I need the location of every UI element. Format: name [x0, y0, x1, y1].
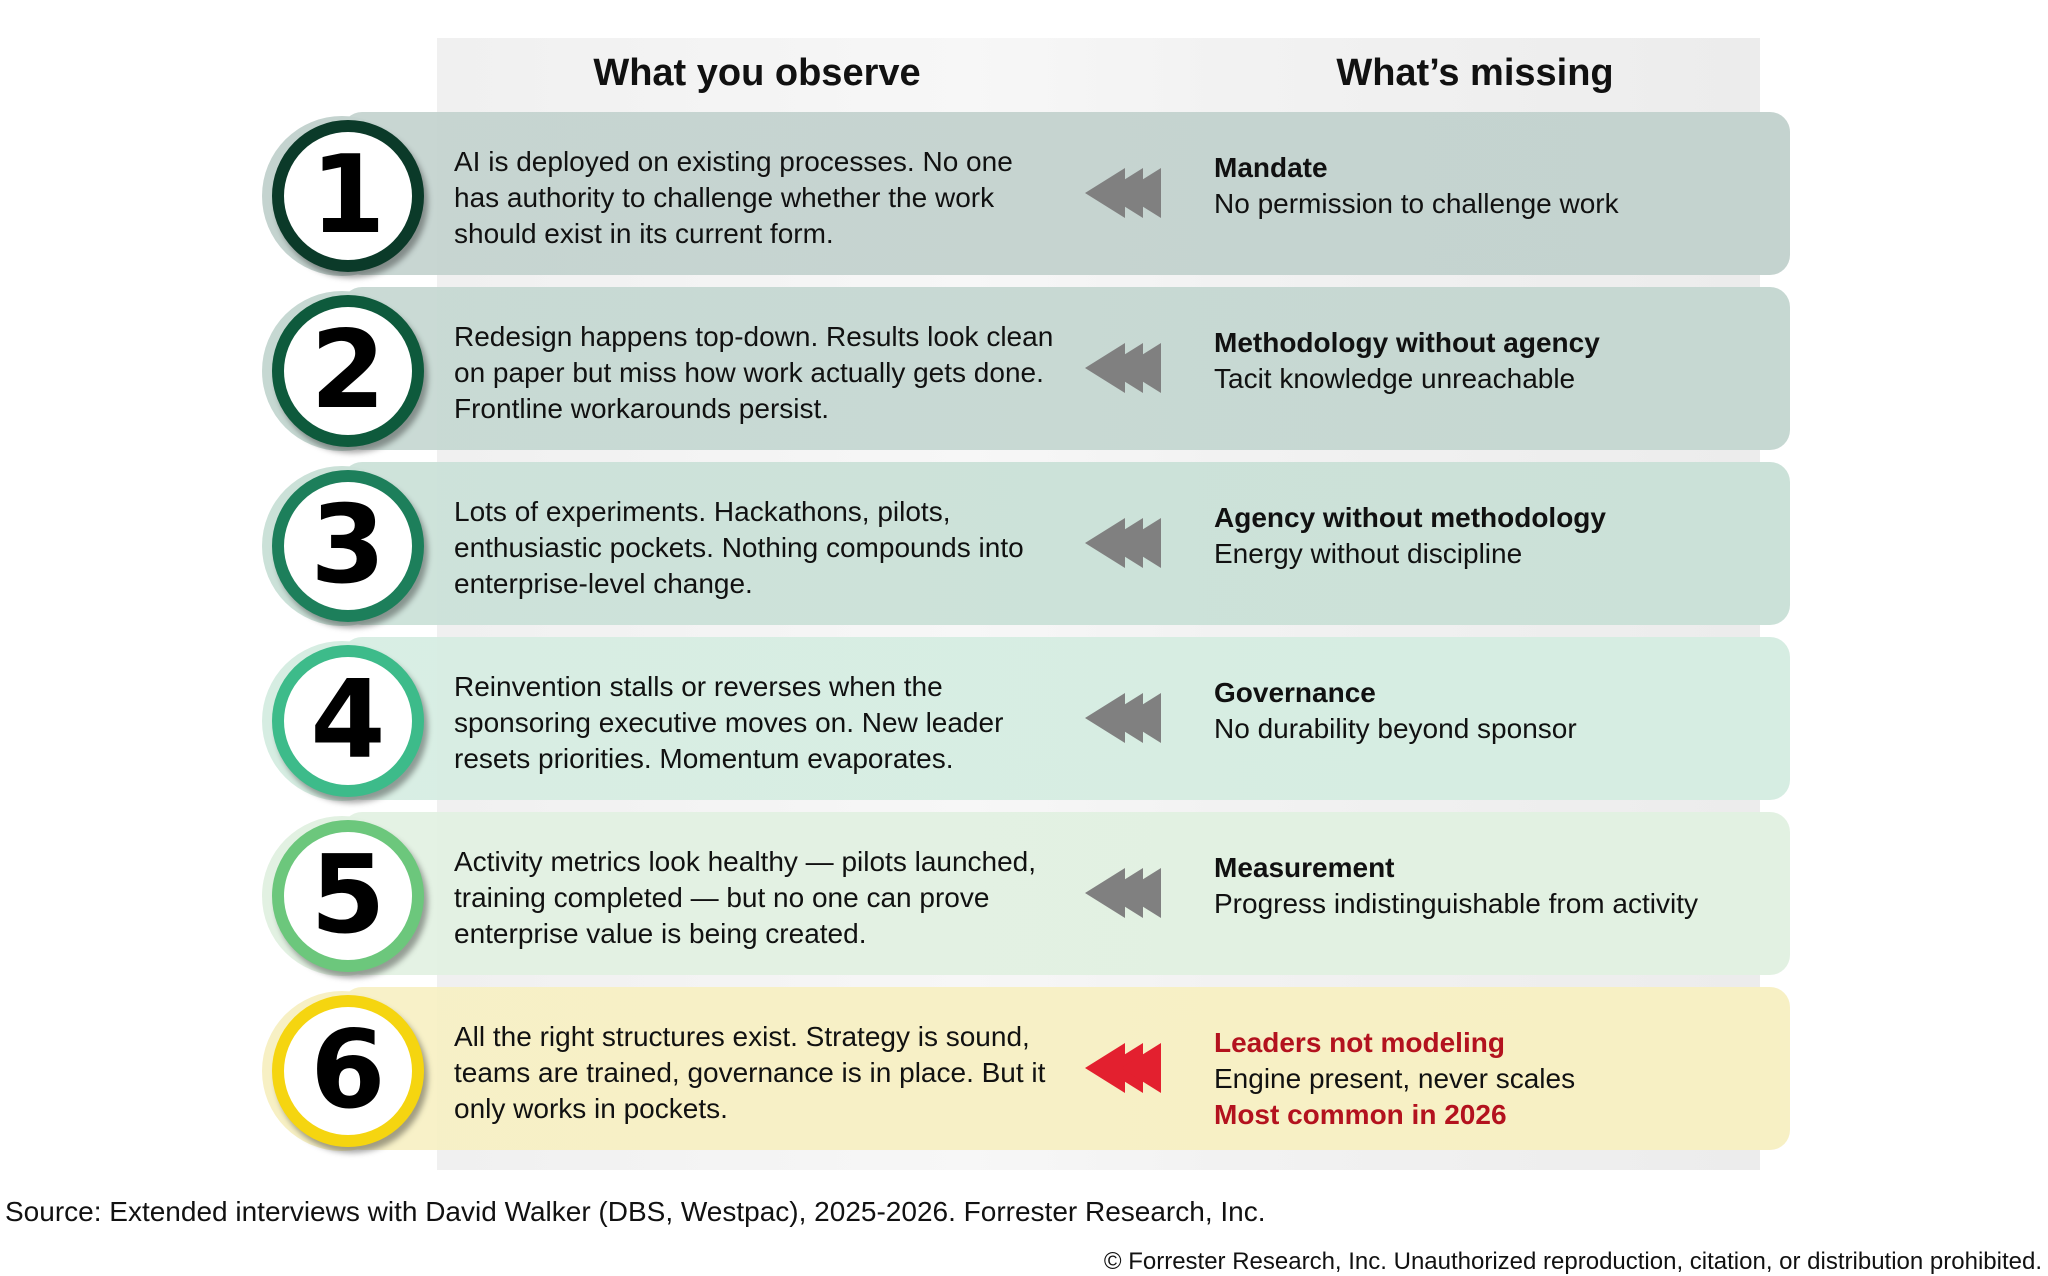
triple-chevron-left-icon	[1085, 868, 1161, 918]
stage-row-1	[262, 112, 1790, 275]
missing-block	[1214, 1025, 1774, 1133]
stage-number: 4	[310, 658, 386, 783]
observation-text: AI is deployed on existing processes. No one has authority to challenge whether the work should exist in its current form.	[454, 146, 1013, 249]
stage-row-3	[262, 462, 1790, 625]
triple-chevron-left-icon	[1085, 168, 1161, 218]
triple-chevron-left-icon	[1085, 518, 1161, 568]
column-header-observe: What you observe	[593, 52, 921, 94]
triple-chevron-left-icon	[1085, 693, 1161, 743]
observation-text: Redesign happens top-down. Results look clean on paper but miss how work actually gets done. Frontline workarounds persist.	[454, 321, 1054, 424]
missing-description: Engine present, never scales	[1214, 1063, 1576, 1094]
missing-title: Agency without methodology	[1214, 502, 1606, 533]
missing-description: Energy without discipline	[1214, 538, 1523, 569]
stage-row-4	[262, 637, 1790, 800]
copyright-note: © Forrester Research, Inc. Unauthorized reproduction, citation, or distribution prohibited.	[1103, 1248, 2042, 1275]
missing-title: Measurement	[1214, 852, 1395, 883]
stage-number: 1	[310, 133, 386, 258]
missing-title: Mandate	[1214, 152, 1328, 183]
missing-block	[1214, 675, 1774, 747]
source-note: Source: Extended interviews with David Walker (DBS, Westpac), 2025-2026. Forrester Research, Inc.	[5, 1196, 1266, 1227]
observation-text: Reinvention stalls or reverses when the sponsoring executive moves on. New leader resets priorities. Momentum evaporates.	[454, 671, 1004, 774]
stage-row-5	[262, 812, 1790, 975]
missing-title: Methodology without agency	[1214, 327, 1600, 358]
missing-title: Governance	[1214, 677, 1376, 708]
stage-number: 3	[310, 483, 386, 608]
missing-title: Leaders not modeling	[1214, 1027, 1505, 1058]
stage-number-badge	[272, 295, 424, 447]
stage-row-6	[262, 987, 1790, 1150]
missing-block	[1214, 500, 1774, 572]
stage-number-badge	[272, 470, 424, 622]
missing-description: Tacit knowledge unreachable	[1214, 363, 1576, 394]
triple-chevron-left-icon	[1085, 343, 1161, 393]
missing-description: No permission to challenge work	[1214, 188, 1619, 219]
stage-number: 5	[310, 833, 386, 958]
stage-number: 6	[310, 1008, 386, 1133]
stage-number-badge	[272, 120, 424, 272]
stage-number-badge	[272, 995, 424, 1147]
observation-text: Lots of experiments. Hackathons, pilots, enthusiastic pockets. Nothing compounds into enterprise-level change.	[454, 496, 1024, 599]
stage-number: 2	[310, 308, 386, 433]
stage-row-2	[262, 287, 1790, 450]
missing-description: Progress indistinguishable from activity	[1214, 888, 1698, 919]
stage-number-badge	[272, 645, 424, 797]
most-common-note: Most common in 2026	[1214, 1099, 1507, 1130]
triple-chevron-left-icon	[1085, 1043, 1161, 1093]
observation-text: All the right structures exist. Strategy is sound, teams are trained, governance is in place. But it only works in pockets.	[454, 1021, 1046, 1124]
missing-block	[1214, 850, 1774, 922]
stage-number-badge	[272, 820, 424, 972]
missing-description: No durability beyond sponsor	[1214, 713, 1577, 744]
column-header-missing: What’s missing	[1336, 52, 1614, 94]
missing-block	[1214, 325, 1774, 397]
missing-block	[1214, 150, 1774, 222]
observation-text: Activity metrics look healthy — pilots launched, training completed — but no one can prove enterprise value is being created.	[454, 846, 1037, 949]
